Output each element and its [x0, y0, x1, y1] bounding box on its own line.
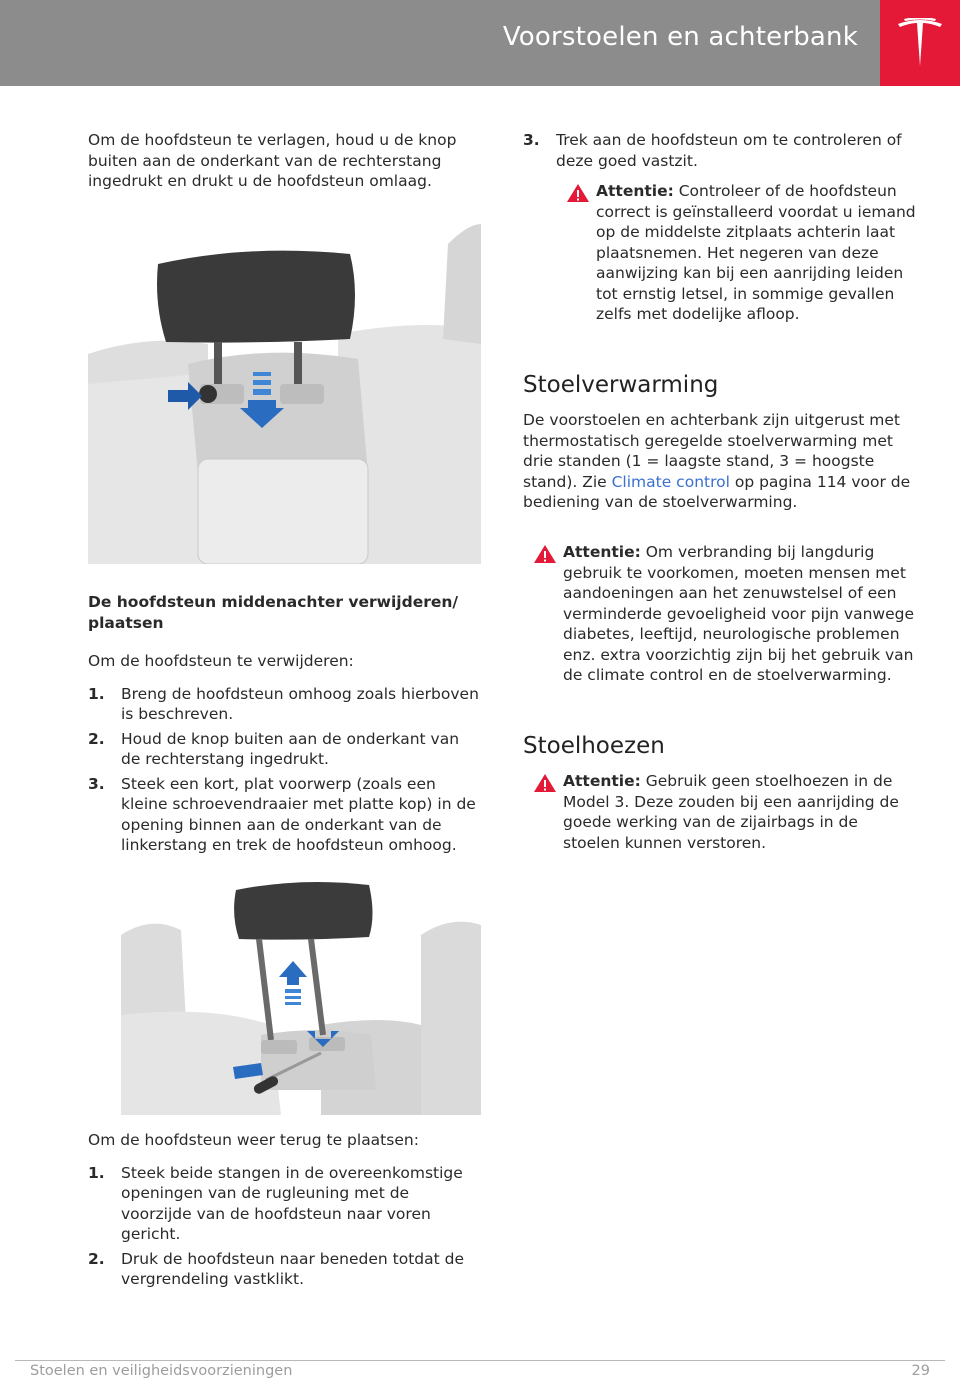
intro-paragraph — [88, 130, 480, 192]
headrest-lower-illustration — [88, 224, 481, 564]
brand-logo — [880, 0, 960, 86]
climate-control-link[interactable]: Climate control — [611, 472, 730, 491]
warning-icon — [566, 183, 590, 203]
remove-heading: De hoofdsteun middenachter verwijderen/ plaatsen — [88, 593, 459, 632]
list-item: 1. Steek beide stangen in de overeenkomstige openingen van de rugleuning met de voorzijde van de hoofdsteun naar voren gericht. — [88, 1163, 463, 1243]
warning-heating: Attentie: Om verbranding bij langdurig gebruik te voorkomen, moeten mensen met aandoeningen aan het zenuwstelsel of een verminderde gevoeligheid voor pijn vanwege diabetes, leeftijd, neurologische problemen enz. extra voorzichtig zijn bij het gebruik van de climate control en de stoelverwarming. — [523, 542, 915, 686]
list-item: 3. Steek een kort, plat voorwerp (zoals een kleine schroevendraaier met platte kop) in de opening binnen aan de onderkant van de linkerstang en trek de hoofdsteun omhoog. — [88, 774, 476, 854]
page-title: Voorstoelen en achterbank — [502, 22, 858, 52]
warning-covers: Attentie: Gebruik geen stoelhoezen in de Model 3. Deze zouden bij een aanrijding de goede werking van de zijairbags in de stoelen kunnen verstoren. — [523, 771, 915, 853]
remove-steps — [88, 684, 480, 856]
intro-text: Om de hoofdsteun te verlagen, houd u de knop buiten aan de onderkant van de rechterstang ingedrukt en drukt u de hoofdsteun omlaag. — [88, 131, 457, 190]
list-item: 2. Druk de hoofdsteun naar beneden totdat de vergrendeling vastklikt. — [88, 1249, 465, 1288]
list-item: 2. Houd de knop buiten aan de onderkant van de rechterstang ingedrukt. — [88, 729, 460, 768]
list-item: 1. Breng de hoofdsteun omhoog zoals hierboven is beschreven. — [88, 684, 479, 723]
list-item: 3. Trek aan de hoofdsteun om te controleren of deze goed vastzit. — [523, 131, 902, 170]
page-header — [0, 0, 960, 86]
warning-headrest: Attentie: Controleer of de hoofdsteun correct is geïnstalleerd voordat u iemand op de middelste zitplaats achterin laat plaatsnemen. Het negeren van deze aanwijzing kan bij een aanrijding leiden tot ernstig letsel, in sommige gevallen zelfs met dodelijke afloop. — [556, 181, 916, 325]
replace-section — [88, 1130, 480, 1290]
remove-intro: Om de hoofdsteun te verwijderen: — [88, 652, 354, 670]
footer-divider — [15, 1360, 945, 1361]
tesla-logo-icon — [896, 18, 944, 68]
page-number: 29 — [911, 1363, 930, 1379]
replace-steps — [88, 1163, 480, 1290]
warning-icon — [533, 544, 557, 564]
headrest-remove-illustration — [121, 875, 481, 1115]
heating-paragraph: De voorstoelen en achterbank zijn uitgerust met thermostatisch geregelde stoelverwarming met drie standen (1 = laagste stand, 3 = hoogste stand). Zie Climate control op pagina 114 voor de bediening van de stoelverwarming. — [523, 411, 911, 511]
heading-stoelverwarming: Stoelverwarming — [523, 372, 719, 398]
replace-intro: Om de hoofdsteun weer terug te plaatsen: — [88, 1131, 419, 1149]
heading-stoelhoezen: Stoelhoezen — [523, 733, 665, 759]
footer-section-title: Stoelen en veiligheidsvoorzieningen — [30, 1363, 293, 1379]
warning-icon — [533, 773, 557, 793]
verify-step — [523, 130, 915, 171]
remove-section — [88, 592, 480, 856]
